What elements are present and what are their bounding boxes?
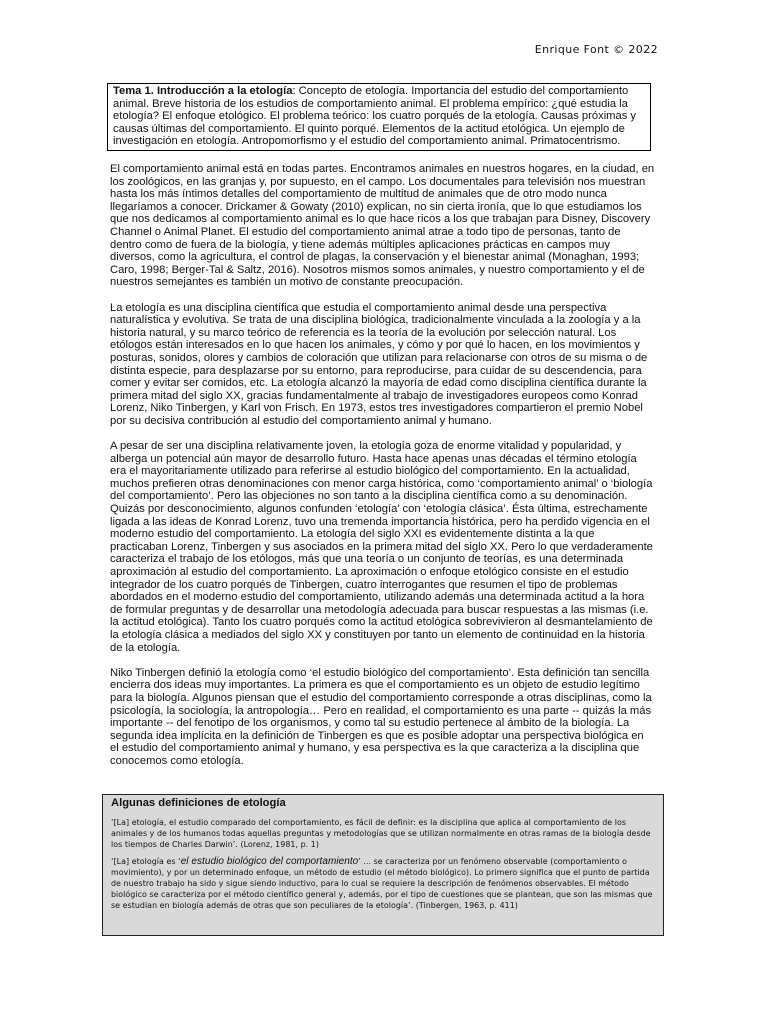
topic-summary-box: [107, 83, 651, 151]
author-copyright: Enrique Font © 2022: [534, 43, 658, 56]
body-text: [110, 163, 655, 780]
paragraph-4: Niko Tinbergen definió la etología como ‘el estudio biológico del comportamiento’. Esta definición tan sencilla encierra dos ideas muy importantes. La primera es que el comportamiento es un objeto de estudio legítimo para la biología. Algunos piensan que el estudio del comportamiento corresponde a otras disciplinas, como la psicología, la sociología, la antropología… Pero en realidad, el comportamiento es una parte -- quizás la más importante -- del fenotipo de los organismos, y como tal su estudio pertenece al ámbito de la biología. La segunda idea implícita en la definición de Tinbergen es que es posible adoptar una perspectiva biológica en el estudio del comportamiento animal y humano, y esa perspectiva es la que caracteriza a la disciplina que conocemos como etología.: [110, 666, 652, 767]
tinbergen-quote-start: ‘[La] etología es ‘: [111, 857, 181, 866]
topic-description: : Concepto de etología. Importancia del estudio del comportamiento animal. Breve historia de los estudios de comportamiento animal. El problema empírico: ¿qué estudia la etología? El enfoque etológico. El problema teórico: los cuatro porqués de la etología. Causas próximas y causas últimas del comportamiento. El quinto porqué. Elementos de la actitud etológica. Un ejemplo de investigación en etología. Antropomorfismo y el estudio del comportamiento animal. Primatocentrismo.: [113, 85, 637, 148]
tinbergen-quote-italic: el estudio biológico del comportamiento: [180, 856, 359, 867]
tinbergen-quote: [111, 856, 657, 911]
paragraph-3: A pesar de ser una disciplina relativamente joven, la etología goza de enorme vitalidad y popularidad, y alberga un potencial aún mayor de desarrollo futuro. Hasta hace apenas unas décadas el término etología era el mayoritariamente utilizado para referirse al estudio biológico del comportamiento. En la actualidad, muchos prefieren otras denominaciones con menor carga histórica, como ‘comportamiento animal’ o ‘biología del comportamiento’. Pero las objeciones no son tanto a la disciplina científica como a su denominación. Quizás por desconocimiento, algunos confunden ‘etología’ con ‘etología clásica’. Ésta última, estrechamente ligada a las ideas de Konrad Lorenz, tuvo una tremenda importancia histórica, pero ha perdido vigencia en el moderno estudio del comportamiento. La etología del siglo XXI es evidentemente distinta a la que practicaban Lorenz, Tinbergen y sus asociados en la primera mitad del siglo XX. Pero lo que verdaderamente caracteriza el trabajo de los etólogos, más que una teoría o un conjunto de teorías, es una determinada aproximación al estudio del comportamiento. La aproximación o enfoque etológico consiste en el estudio integrador de los cuatro porqués de Tinbergen, cuatro interrogantes que resumen el tipo de problemas abordados en el moderno estudio del comportamiento, utilizando además una determinada actitud a la hora de formular preguntas y de desarrollar una metodología adecuada para buscar respuestas a las mismas (i.e. la actitud etológica). Tanto los cuatro porqués como la actitud etológica sobrevivieron al desmantelamiento de la etología clásica a mediados del siglo XX y constituyen por tanto un elemento de continuidad en la historia de la etología.: [110, 440, 653, 654]
tinbergen-quote-rest: ’ ... se caracteriza por un fenómeno observable (comportamiento o movimiento), y por un determinado enfoque, un método de estudio (el método biológico). Lo primero significa que el punto de partida de nuestro trabajo ha sido y sigue siendo inductivo, para lo cual se requiere la descripción de fenómenos observables. El método biológico se caracteriza por el método científico general y, además, por el tipo de cuestiones que se plantean, que son las mismas que se estudian en biología además de otras que son peculiares de la etología’. (Tinbergen, 1963, p. 411): [111, 857, 653, 910]
definitions-box: [102, 794, 664, 936]
topic-title: Tema 1. Introducción a la etología: [113, 85, 293, 97]
lorenz-quote: ‘[La] etología, el estudio comparado del comportamiento, es fácil de definir: es la disciplina que aplica al comportamiento de los animales y de los humanos todas aquellas preguntas y metodologías que se utilizan normalmente en otras ramas de la biología desde los tiempos de Charles Darwin’. (Lorenz, 1981, p. 1): [111, 818, 651, 849]
paragraph-1: El comportamiento animal está en todas partes. Encontramos animales en nuestros hogares, en la ciudad, en los zoológicos, en las granjas y, por supuesto, en el campo. Los documentales para televisión nos muestran hasta los más íntimos detalles del comportamiento de multitud de animales que de otro modo nunca llegaríamos a conocer. Drickamer & Gowaty (2010) explican, no sin cierta ironía, que lo que estudiamos los que nos dedicamos al comportamiento animal es lo que hace ricos a los que trabajan para Disney, Discovery Channel o Animal Planet. El estudio del comportamiento animal atrae a todo tipo de personas, tanto de dentro como de fuera de la biología, y tiene además múltiples aplicaciones prácticas en campos muy diversos, como la agricultura, el control de plagas, la conservación y el bienestar animal (Monaghan, 1993; Caro, 1998; Berger-Tal & Saltz, 2016). Nosotros mismos somos animales, y nuestro comportamiento y el de nuestros semejantes es también un motivo de constante preocupación.: [110, 163, 655, 289]
paragraph-2: La etología es una disciplina científica que estudia el comportamiento animal desde una perspectiva naturalística y evolutiva. Se trata de una disciplina biológica, tradicionalmente vinculada a la zoología y a la historia natural, y su marco teórico de referencia es la teoría de la evolución por selección natural. Los etólogos están interesados en lo que hacen los animales, y cómo y por qué lo hacen, en los movimientos y posturas, sonidos, olores y cambios de coloración que utilizan para relacionarse con otros de su misma o de distinta especie, para desplazarse por su entorno, para reproducirse, para cuidar de su descendencia, para comer y evitar ser comidos, etc. La etología alcanzó la mayoría de edad como disciplina científica durante la primera mitad del siglo XX, gracias fundamentalmente al trabajo de investigadores europeos como Konrad Lorenz, Niko Tinbergen, y Karl von Frisch. En 1973, estos tres investigadores compartieron el premio Nobel por su decisiva contribución al estudio del comportamiento animal y humano.: [110, 301, 648, 427]
definitions-title: Algunas definiciones de etología: [111, 797, 286, 809]
